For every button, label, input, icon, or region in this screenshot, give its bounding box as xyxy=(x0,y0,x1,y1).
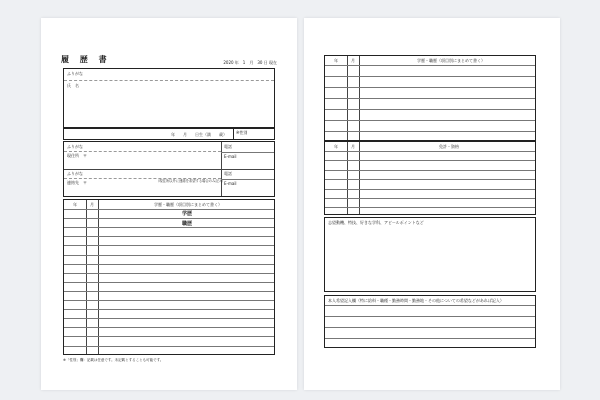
table-row-line xyxy=(64,327,274,328)
table-row-line xyxy=(325,76,535,77)
name-box xyxy=(63,68,275,128)
furigana-label: ふりがな xyxy=(67,171,83,176)
table-row-line xyxy=(64,255,274,256)
phone-divider xyxy=(221,179,274,180)
resume-page-2 xyxy=(304,18,560,390)
requests-box xyxy=(324,295,536,348)
phone-label[interactable]: 電話 xyxy=(224,171,232,176)
table-row-line xyxy=(64,273,274,274)
furigana-divider xyxy=(64,151,221,152)
table-row-line xyxy=(64,245,274,246)
motivation-label: 志望動機、特技、好きな学科、アピールポイントなど xyxy=(328,220,424,225)
work-label: 職歴 xyxy=(182,221,193,227)
contact-note: （現住所以外に連絡を希望する場合のみ記入） xyxy=(156,179,226,183)
year-header: 年 xyxy=(73,202,77,207)
table-row-line xyxy=(325,198,535,199)
education-label: 学歴 xyxy=(182,211,193,217)
history-header: 学歴・職歴（項目別にまとめて書く） xyxy=(154,202,222,207)
table-row-line xyxy=(325,109,535,110)
month-header: 月 xyxy=(351,58,355,63)
year-header: 年 xyxy=(334,144,338,149)
table-row-line xyxy=(64,236,274,237)
table-row-line xyxy=(325,179,535,180)
table-row-line xyxy=(64,209,274,210)
gender-cell[interactable] xyxy=(233,128,275,140)
gender-label: ※性別 xyxy=(236,130,248,135)
table-row-line xyxy=(325,160,535,161)
birth-row[interactable] xyxy=(63,128,234,140)
address-label[interactable]: 現住所 〒 xyxy=(67,153,87,158)
year-header: 年 xyxy=(334,58,338,63)
table-row-line xyxy=(64,336,274,337)
phone-divider xyxy=(221,152,274,153)
table-row-line xyxy=(325,327,535,328)
footnote: ※「性別」欄：記載は任意です。未記載とすることも可能です。 xyxy=(63,358,164,362)
table-row-line xyxy=(64,264,274,265)
email-label[interactable]: E-mail xyxy=(224,181,237,186)
history-table-continued xyxy=(324,55,536,141)
requests-label: 本人希望記入欄（特に給料・職種・勤務時間・勤務地・その他についての希望などがあれば記入） xyxy=(328,298,504,303)
month-header: 月 xyxy=(90,202,94,207)
table-row-line xyxy=(64,346,274,347)
table-row-line xyxy=(325,207,535,208)
table-row-line xyxy=(325,338,535,339)
licenses-header: 免許・資格 xyxy=(439,144,459,149)
address-box xyxy=(63,141,275,197)
date-line: 2020 年 1 月 30 日 現在 xyxy=(223,60,277,65)
table-row-line xyxy=(64,318,274,319)
licenses-table xyxy=(324,141,536,215)
motivation-box[interactable] xyxy=(324,217,536,292)
email-label[interactable]: E-mail xyxy=(224,154,237,159)
table-row-line xyxy=(64,227,274,228)
table-row-line xyxy=(325,170,535,171)
table-row-line xyxy=(64,282,274,283)
table-row-line xyxy=(325,316,535,317)
table-row-line xyxy=(325,120,535,121)
table-row-line xyxy=(325,98,535,99)
history-table xyxy=(63,199,275,355)
table-row-line xyxy=(325,65,535,66)
table-row-line xyxy=(64,309,274,310)
furigana-label: ふりがな xyxy=(67,71,83,76)
table-row-line xyxy=(64,218,274,219)
table-row-line xyxy=(325,131,535,132)
year-column-divider xyxy=(347,142,348,214)
table-row-line xyxy=(325,305,535,306)
table-row-line xyxy=(64,300,274,301)
history-header: 学歴・職歴（項目別にまとめて書く） xyxy=(417,58,485,63)
phone-label[interactable]: 電話 xyxy=(224,144,232,149)
year-column-divider xyxy=(86,200,87,354)
furigana-label: ふりがな xyxy=(67,144,83,149)
name-label[interactable]: 氏 名 xyxy=(67,83,79,88)
table-row-line xyxy=(325,87,535,88)
resume-title: 履 歴 書 xyxy=(61,55,111,64)
month-header: 月 xyxy=(351,144,355,149)
table-row-line xyxy=(325,151,535,152)
table-row-line xyxy=(64,291,274,292)
birth-label: 年 月 日生（満 歳） xyxy=(171,132,227,137)
month-column-divider xyxy=(98,200,99,354)
resume-page-1 xyxy=(41,18,297,390)
contact-label[interactable]: 連絡先 〒 xyxy=(67,180,87,185)
table-row-line xyxy=(325,189,535,190)
furigana-divider xyxy=(64,80,274,81)
month-column-divider xyxy=(359,142,360,214)
address-contact-divider xyxy=(64,169,274,170)
